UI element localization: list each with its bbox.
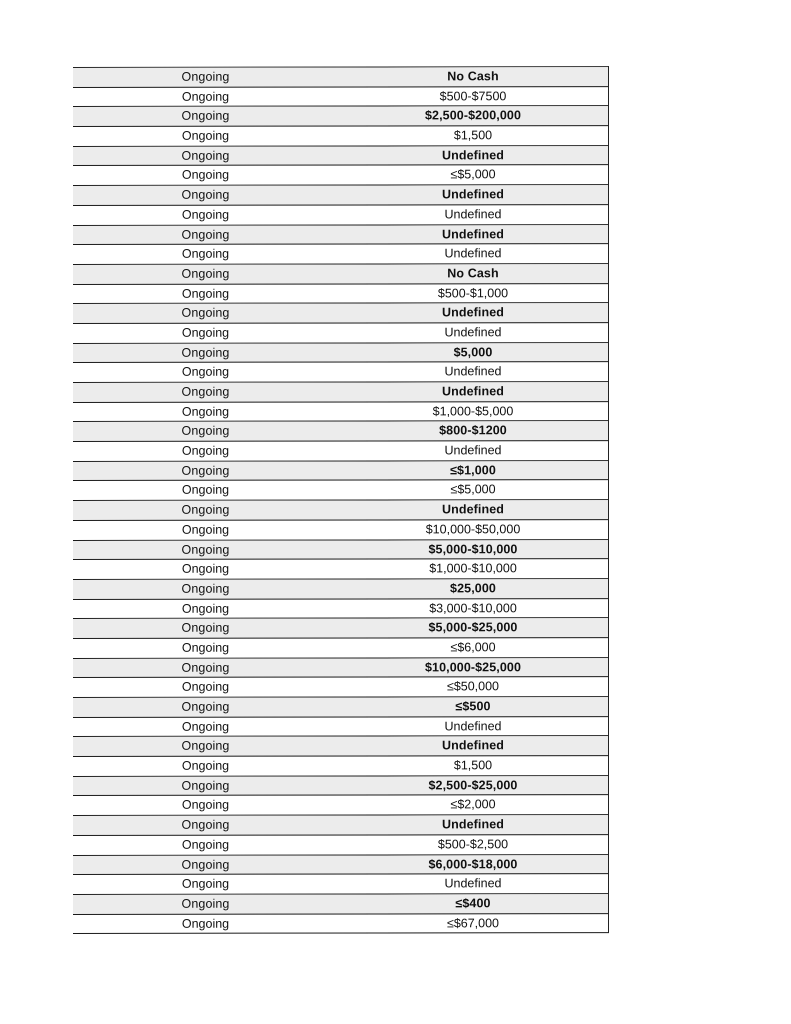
table-row — [73, 225, 608, 246]
table-row — [73, 815, 608, 836]
status-cell: Ongoing — [181, 542, 230, 557]
status-cell: Ongoing — [181, 89, 230, 104]
status-cell: Ongoing — [181, 798, 230, 813]
table-row — [73, 756, 608, 777]
status-cell: Ongoing — [181, 187, 230, 202]
table-row — [73, 166, 608, 187]
amount-cell: $5,000 — [453, 344, 493, 359]
amount-cell: Undefined — [444, 443, 502, 458]
status-cell: Ongoing — [181, 502, 230, 517]
table-row — [73, 874, 608, 895]
status-cell: Ongoing — [181, 916, 230, 931]
amount-cell: No Cash — [447, 69, 499, 84]
table-row — [73, 264, 608, 285]
table-row — [73, 343, 608, 364]
status-cell: Ongoing — [181, 246, 230, 261]
table-row — [73, 126, 608, 147]
status-cell: Ongoing — [181, 640, 230, 655]
amount-cell: $25,000 — [450, 581, 496, 596]
table-row — [73, 402, 608, 423]
status-cell: Ongoing — [181, 384, 230, 399]
table-row — [73, 500, 608, 521]
table-row — [73, 106, 608, 127]
table-row — [73, 736, 608, 757]
status-cell: Ongoing — [181, 109, 230, 124]
table-row — [73, 677, 608, 698]
table-row — [73, 284, 608, 305]
table-row — [73, 914, 608, 935]
table-row — [73, 244, 608, 265]
status-cell: Ongoing — [181, 817, 230, 832]
table-row — [73, 855, 608, 876]
status-cell: Ongoing — [181, 305, 230, 321]
amount-cell: ≤$500 — [455, 699, 491, 714]
status-cell: Ongoing — [181, 345, 230, 360]
status-cell: Ongoing — [181, 719, 230, 734]
status-cell: Ongoing — [181, 227, 230, 242]
amount-cell: ≤$5,000 — [450, 482, 496, 497]
table-row — [73, 599, 608, 620]
status-cell: Ongoing — [181, 424, 230, 439]
table-row — [73, 697, 608, 718]
amount-cell: $2,500-$200,000 — [424, 108, 522, 123]
table-row — [73, 323, 608, 344]
table-row — [73, 382, 608, 403]
amount-cell: $1,500 — [453, 758, 493, 773]
amount-cell: Undefined — [441, 226, 504, 241]
amount-cell: $5,000-$10,000 — [428, 541, 518, 556]
amount-cell: Undefined — [444, 364, 502, 379]
amount-cell: $2,500-$25,000 — [428, 777, 518, 793]
table-row — [73, 579, 608, 600]
amount-cell: No Cash — [447, 266, 499, 281]
table-row — [73, 894, 608, 915]
table-row — [73, 461, 608, 482]
table-row — [73, 67, 608, 88]
amount-cell: $500-$7500 — [439, 88, 507, 104]
status-cell: Ongoing — [181, 837, 230, 852]
status-cell: Ongoing — [181, 680, 230, 695]
table-row — [73, 540, 608, 561]
amount-cell: ≤$5,000 — [450, 167, 496, 182]
status-cell: Ongoing — [181, 739, 230, 754]
table-row — [73, 87, 608, 108]
status-cell: Ongoing — [181, 483, 230, 498]
data-table — [73, 66, 609, 934]
amount-cell: Undefined — [444, 246, 502, 261]
table-row — [73, 185, 608, 206]
amount-cell: $800-$1200 — [439, 423, 507, 438]
status-cell: Ongoing — [181, 128, 230, 143]
amount-cell: Undefined — [441, 187, 504, 202]
amount-cell: Undefined — [441, 384, 504, 399]
table-row — [73, 559, 608, 580]
amount-cell: ≤$67,000 — [446, 915, 500, 930]
table-row — [73, 441, 608, 462]
amount-cell: ≤$1,000 — [450, 463, 496, 478]
amount-cell: ≤$50,000 — [446, 679, 500, 694]
table-row — [73, 835, 608, 856]
amount-cell: $1,500 — [453, 128, 493, 143]
status-cell: Ongoing — [181, 443, 230, 458]
status-cell: Ongoing — [181, 778, 230, 793]
amount-cell: Undefined — [444, 325, 502, 340]
status-cell: Ongoing — [181, 581, 230, 596]
amount-cell: $6,000-$18,000 — [428, 856, 518, 871]
amount-cell: $5,000-$25,000 — [428, 620, 518, 635]
table-row — [73, 638, 608, 659]
status-cell: Ongoing — [181, 463, 230, 478]
status-cell: Ongoing — [181, 69, 230, 84]
table-row — [73, 421, 608, 442]
status-cell: Ongoing — [181, 266, 230, 281]
status-cell: Ongoing — [181, 325, 230, 340]
status-cell: Ongoing — [181, 857, 230, 872]
amount-cell: Undefined — [441, 502, 504, 517]
amount-cell: $10,000-$50,000 — [425, 522, 521, 537]
status-cell: Ongoing — [181, 876, 230, 891]
status-cell: Ongoing — [181, 148, 230, 163]
table-row — [73, 362, 608, 383]
status-cell: Ongoing — [181, 522, 230, 537]
amount-cell: $1,000-$10,000 — [429, 561, 517, 576]
status-cell: Ongoing — [181, 561, 230, 576]
table-row — [73, 205, 608, 226]
amount-cell: $500-$1,000 — [437, 285, 509, 300]
amount-cell: $500-$2,500 — [437, 837, 509, 852]
status-cell: Ongoing — [181, 896, 230, 911]
amount-cell: ≤$6,000 — [450, 640, 496, 655]
status-cell: Ongoing — [181, 207, 230, 222]
status-cell: Ongoing — [181, 660, 230, 675]
amount-cell: $3,000-$10,000 — [429, 600, 517, 615]
table-row — [73, 796, 608, 817]
status-cell: Ongoing — [181, 286, 230, 301]
status-cell: Ongoing — [181, 620, 230, 636]
amount-cell: $1,000-$5,000 — [432, 403, 514, 419]
amount-cell: Undefined — [441, 738, 504, 753]
table-row — [73, 146, 608, 167]
table-row — [73, 303, 608, 324]
amount-cell: Undefined — [444, 876, 502, 891]
table-row — [73, 520, 608, 541]
amount-cell: Undefined — [441, 305, 504, 320]
status-cell: Ongoing — [181, 758, 230, 773]
table-row — [73, 481, 608, 502]
status-cell: Ongoing — [181, 699, 230, 714]
amount-cell: Undefined — [444, 718, 502, 734]
amount-cell: Undefined — [444, 207, 502, 222]
status-cell: Ongoing — [181, 168, 230, 183]
amount-cell: ≤$400 — [455, 896, 491, 911]
table-row — [73, 717, 608, 738]
amount-cell: Undefined — [441, 147, 504, 163]
amount-cell: ≤$2,000 — [450, 797, 496, 812]
amount-cell: $10,000-$25,000 — [424, 659, 522, 675]
status-cell: Ongoing — [181, 404, 230, 419]
status-cell: Ongoing — [181, 601, 230, 616]
amount-cell: Undefined — [441, 817, 504, 832]
status-cell: Ongoing — [181, 365, 230, 380]
table-row — [73, 618, 608, 639]
table-row — [73, 776, 608, 797]
table-row — [73, 658, 608, 679]
